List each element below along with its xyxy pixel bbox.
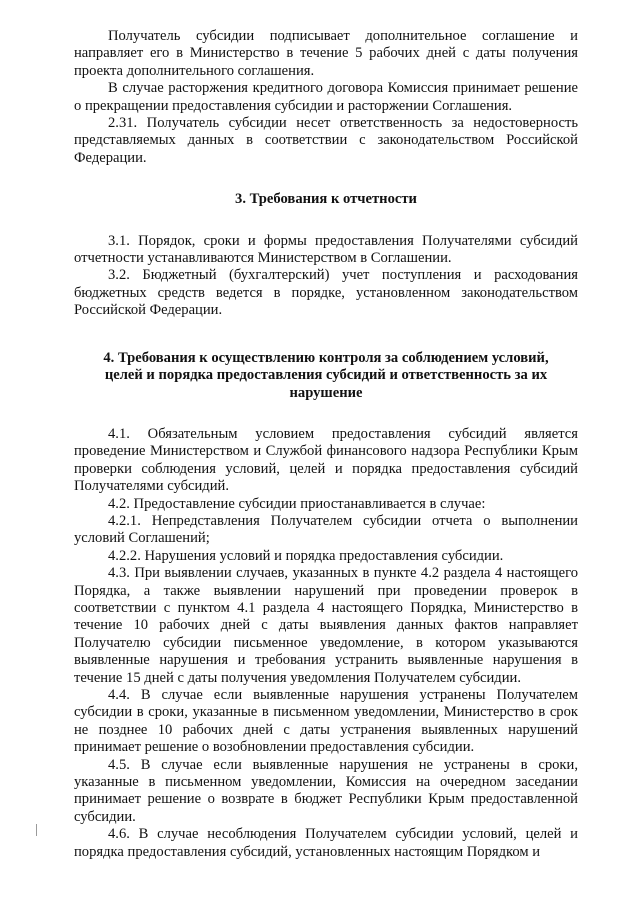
paragraph-4-1: 4.1. Обязательным условием предоставления субсидий является проведение Министерством и Службой финансового надзора Республики Крым проверки соблюдения условий, целей и порядка предоставления субсидий Получателями субсидий. [74,425,578,495]
document-page [74,28,578,861]
paragraph-credit-termination: В случае расторжения кредитного договора Комиссия принимает решение о прекращении предоставления субсидии и расторжении Соглашения. [74,80,578,114]
section-4-title [74,350,578,402]
paragraph-additional-agreement: Получатель субсидии подписывает дополнительное соглашение и направляет его в Министерство в течение 5 рабочих дней с даты получения проекта дополнительного соглашения. [74,28,578,79]
section-3-title: 3. Требования к отчетности [235,191,417,208]
spacer [74,320,578,350]
paragraph-3-1: 3.1. Порядок, сроки и формы предоставления Получателями субсидий отчетности устанавливаются Министерством в Соглашении. [74,232,578,267]
paragraph-4-4: 4.4. В случае если выявленные нарушения устранены Получателем субсидии в сроки, указанные в письменном уведомлении, Министерство в срок не позднее 10 рабочих дней с даты устранения выявленных нарушений принимает решение о возобновлении предоставления субсидии. [74,687,578,756]
section-4-title-line-1: 4. Требования к осуществлению контроля за соблюдением условий, [103,349,549,366]
paragraph-4-5: 4.5. В случае если выявленные нарушения не устранены в сроки, указанные в письменном уведомлении, Комиссия на очередном заседании принимает решение о возврате в бюджет Республики Крым предоставленной субсидии. [74,756,578,825]
section-4-title-line-3: нарушение [289,384,363,401]
paragraph-3-2: 3.2. Бюджетный (бухгалтерский) учет поступления и расходования бюджетных средств ведется в порядке, установленном законодательством Российской Федерации. [74,267,578,319]
paragraph-4-2: 4.2. Предоставление субсидии приостанавливается в случае: [108,495,486,512]
paragraph-4-2-1: 4.2.1. Непредставления Получателем субсидии отчета о выполнении условий Соглашений; [74,512,578,547]
spacer [74,209,578,233]
section-4-title-line-2: целей и порядка предоставления субсидий и ответственность за их [104,367,548,384]
spacer [74,402,578,426]
paragraph-2-31: 2.31. Получатель субсидии несет ответственность за недостоверность представляемых данных в соответствии с законодательством Российской Федерации. [74,115,578,166]
paragraph-4-3: 4.3. При выявлении случаев, указанных в пункте 4.2 раздела 4 настоящего Порядка, а также выявлении нарушений при проведении проверок в соответствии с пунктом 4.1 раздела 4 настоящего Порядка, Министерство в течение 10 рабочих дней с даты выявления данных фактов направляет Получателю субсидии письменное уведомление, в котором указываются выявленные нарушения и требования устранить выявленные нарушения в течение 15 дней с даты получения уведомления Получателем субсидии. [74,565,578,686]
paragraph-4-2-2: 4.2.2. Нарушения условий и порядка предоставления субсидии. [108,547,504,564]
scan-margin-mark [36,824,37,836]
paragraph-4-6: 4.6. В случае несоблюдения Получателем субсидии условий, целей и порядка предоставления субсидий, установленных настоящим Порядком и [74,826,578,860]
spacer [74,167,578,191]
